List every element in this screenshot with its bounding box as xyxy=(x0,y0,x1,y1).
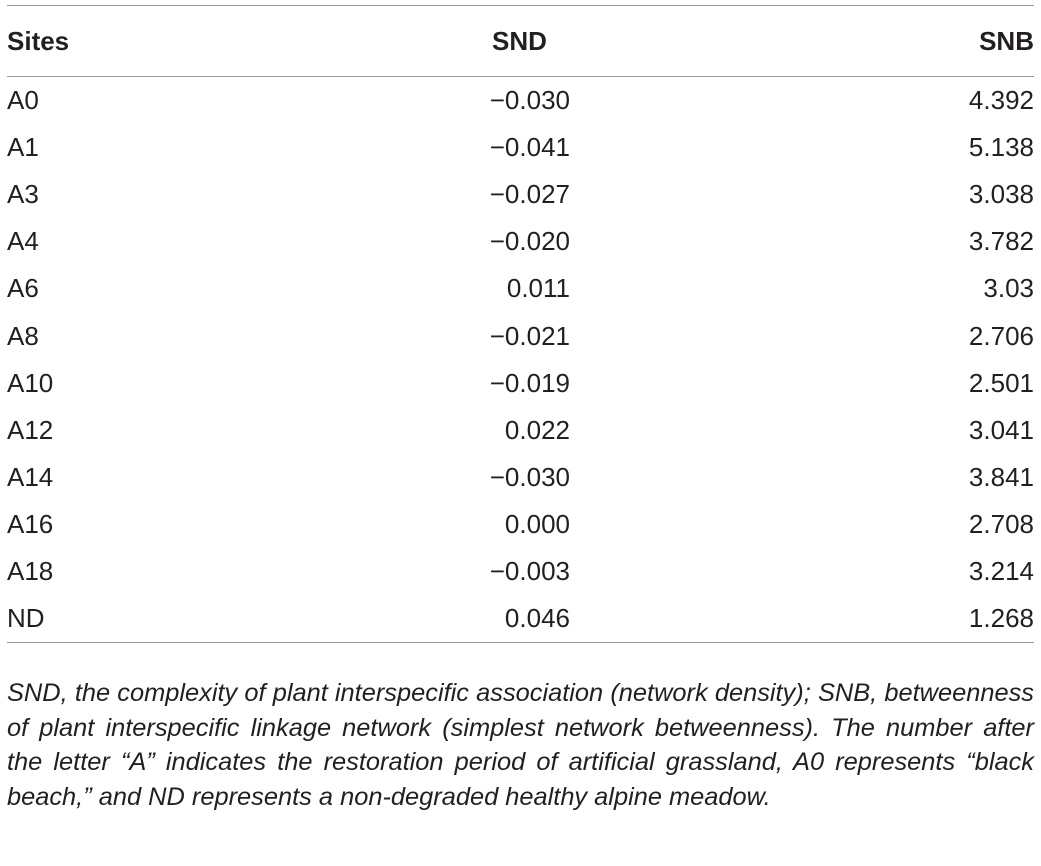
cell-site: A4 xyxy=(7,226,39,257)
cell-snd-wrapper xyxy=(307,265,732,312)
cell-snd: −0.019 xyxy=(489,367,570,398)
cell-snb: 5.138 xyxy=(968,132,1034,163)
cell-site: A6 xyxy=(7,273,39,304)
cell-snd-wrapper xyxy=(307,360,732,407)
cell-snd: 0.046 xyxy=(504,603,570,634)
cell-site: A8 xyxy=(7,320,39,351)
bottom-rule xyxy=(7,642,1034,643)
cell-snd: −0.027 xyxy=(489,179,570,210)
table-row xyxy=(7,501,1034,548)
cell-snd-wrapper xyxy=(307,124,732,171)
cell-site: A12 xyxy=(7,414,54,445)
cell-snd-wrapper xyxy=(307,407,732,454)
cell-snd-wrapper xyxy=(307,548,732,595)
cell-snb: 3.214 xyxy=(968,555,1034,586)
cell-snb: 2.501 xyxy=(968,367,1034,398)
data-table-container xyxy=(7,5,1034,643)
cell-site: A1 xyxy=(7,132,39,163)
cell-snd: 0.022 xyxy=(504,414,570,445)
cell-snd-wrapper xyxy=(307,77,732,124)
cell-site: A16 xyxy=(7,508,54,539)
cell-snb: 3.782 xyxy=(968,226,1034,257)
cell-snb: 4.392 xyxy=(968,85,1034,116)
table-row xyxy=(7,595,1034,642)
cell-snd: −0.030 xyxy=(489,461,570,492)
cell-site: A14 xyxy=(7,461,54,492)
table-row xyxy=(7,265,1034,312)
cell-snb: 3.041 xyxy=(968,414,1034,445)
cell-snb: 1.268 xyxy=(968,603,1034,634)
cell-snd: −0.021 xyxy=(489,320,570,351)
cell-snd-wrapper xyxy=(307,595,732,642)
header-snd: SND xyxy=(492,25,547,56)
table-footnote: SND, the complexity of plant interspecific association (network density); SNB, betweenness of plant interspecific linkage network (simplest network betweenness). The number after the letter “A” indicates the restoration period of artificial grassland, A0 represents “black beach,” and ND represents a non-degraded healthy alpine meadow. xyxy=(7,679,1034,811)
cell-snd-wrapper xyxy=(307,312,732,359)
table-row xyxy=(7,312,1034,359)
cell-site: A0 xyxy=(7,85,39,116)
cell-snd: −0.030 xyxy=(489,85,570,116)
table-row xyxy=(7,548,1034,595)
cell-snb: 2.708 xyxy=(968,508,1034,539)
header-row xyxy=(7,6,1034,76)
cell-site: A18 xyxy=(7,555,54,586)
cell-snd: −0.003 xyxy=(489,555,570,586)
table-row xyxy=(7,171,1034,218)
cell-snd-wrapper xyxy=(307,454,732,501)
table-row xyxy=(7,77,1034,124)
cell-site: A10 xyxy=(7,367,54,398)
cell-site: A3 xyxy=(7,179,39,210)
cell-snb: 3.03 xyxy=(983,273,1034,304)
table-row xyxy=(7,454,1034,501)
cell-snd: −0.020 xyxy=(489,226,570,257)
cell-snd: 0.000 xyxy=(504,508,570,539)
header-sites: Sites xyxy=(7,25,70,56)
cell-snd-wrapper xyxy=(307,218,732,265)
data-table xyxy=(7,6,1034,76)
header-snb: SNB xyxy=(979,25,1034,56)
cell-site: ND xyxy=(7,603,45,634)
table-row xyxy=(7,124,1034,171)
cell-snb: 2.706 xyxy=(968,320,1034,351)
table-header xyxy=(7,6,1034,76)
cell-snd-wrapper xyxy=(307,501,732,548)
cell-snb: 3.841 xyxy=(968,461,1034,492)
cell-snd: −0.041 xyxy=(489,132,570,163)
cell-snd: 0.011 xyxy=(506,273,570,304)
table-row xyxy=(7,218,1034,265)
cell-snd-wrapper xyxy=(307,171,732,218)
table-row xyxy=(7,407,1034,454)
data-table-body xyxy=(7,77,1034,642)
cell-snb: 3.038 xyxy=(968,179,1034,210)
table-body xyxy=(7,77,1034,642)
table-row xyxy=(7,360,1034,407)
